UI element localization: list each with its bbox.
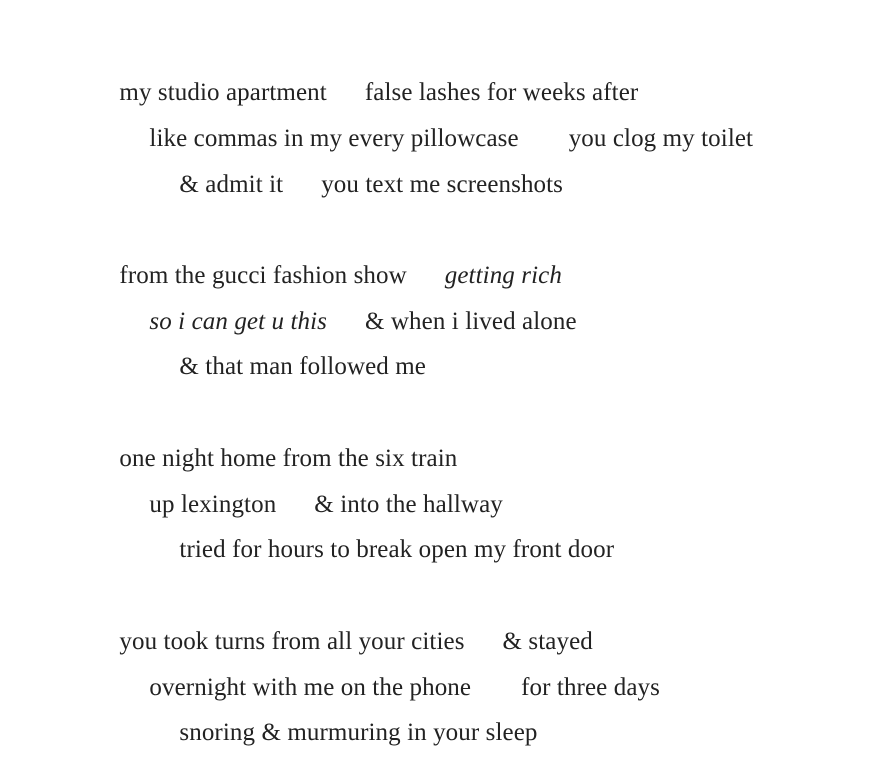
stanza-2-line-2-part-1: so i can get u this: [149, 308, 327, 335]
stanza-4-line-3-part-1: snoring & murmuring in your sleep: [179, 719, 538, 746]
stanza-1-line-3-part-1: & admit it: [179, 171, 284, 198]
stanza-3-line-3: [154, 505, 615, 563]
stanza-2-line-3-part-1: & that man followed me: [179, 353, 426, 380]
stanza-3-line-2: [124, 460, 503, 518]
stanza-3-line-2-part-2: & into the hallway: [314, 491, 503, 518]
stanza-2-line-1-part-2: getting rich: [444, 262, 562, 289]
stanza-2-line-1-part-1: from the gucci fashion show: [119, 262, 407, 289]
stanza-2-line-2: [124, 277, 577, 335]
stanza-1-line-3: [154, 140, 564, 198]
stanza-3-line-1: [94, 414, 458, 472]
stanza-1-line-2-part-1: like commas in my every pillowcase: [149, 125, 519, 152]
stanza-4-line-2-part-1: overnight with me on the phone: [149, 674, 472, 701]
stanza-1-line-2: [124, 94, 754, 152]
stanza-1-line-3-part-2: you text me screenshots: [321, 171, 564, 198]
stanza-1-line-2-part-2: you clog my toilet: [568, 125, 754, 152]
stanza-3-line-2-part-1: up lexington: [149, 491, 277, 518]
stanza-2-line-3: [154, 322, 426, 380]
stanza-4-line-2-part-2: for three days: [521, 674, 660, 701]
stanza-1-line-1: [94, 48, 639, 106]
stanza-2-line-1: [94, 231, 562, 289]
stanza-4-line-1-part-1: you took turns from all your cities: [119, 628, 465, 655]
stanza-3-line-3-part-1: tried for hours to break open my front door: [179, 536, 615, 563]
stanza-4-line-1: [94, 597, 593, 655]
stanza-1-line-1-part-2: false lashes for weeks after: [364, 79, 639, 106]
stanza-4-line-3: [154, 688, 538, 746]
stanza-3-line-1-part-1: one night home from the six train: [119, 445, 458, 472]
stanza-2-line-2-part-2: & when i lived alone: [365, 308, 577, 335]
stanza-1-line-1-part-1: my studio apartment: [119, 79, 327, 106]
stanza-4-line-1-part-2: & stayed: [502, 628, 593, 655]
stanza-4-line-2: [124, 643, 660, 701]
